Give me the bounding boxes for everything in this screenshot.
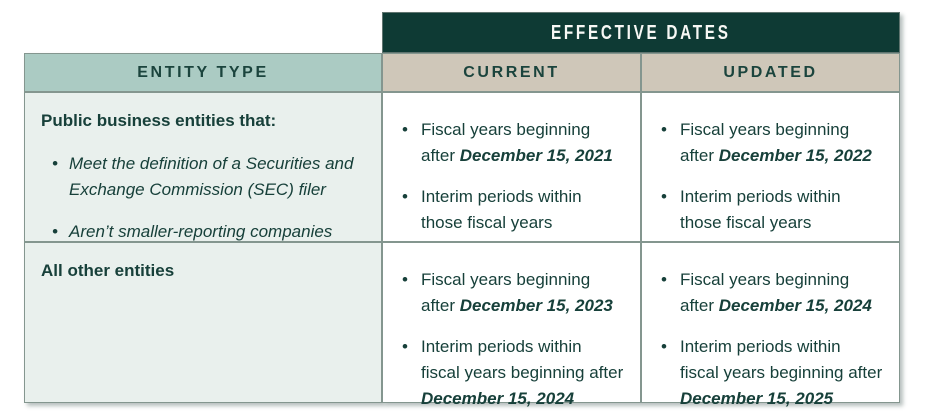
- bullet-item: [660, 184, 883, 236]
- bullet-item: [660, 267, 883, 319]
- current-dates-cell-row2: [382, 242, 641, 408]
- bullet-item: [401, 184, 624, 236]
- updated-label: UPDATED: [723, 63, 818, 81]
- updated-header-cell: [641, 53, 900, 92]
- bullet-text: Fiscal years beginning after: [421, 120, 591, 165]
- bullet-text: Interim periods within those fiscal years: [421, 187, 582, 232]
- effective-date: December 15, 2021: [459, 146, 613, 165]
- bullet-item: • Aren’t smaller-reporting companies: [51, 219, 365, 245]
- entity-bullet-list: [51, 151, 365, 245]
- entity-type-label: ENTITY TYPE: [137, 63, 269, 81]
- current-label: CURRENT: [463, 63, 560, 81]
- entity-cell-row1: [24, 92, 382, 242]
- dates-bullet-list: [401, 117, 624, 236]
- bullet-item: [660, 334, 883, 412]
- effective-date: December 15, 2025: [680, 389, 834, 408]
- effective-date: December 15, 2023: [459, 296, 613, 315]
- effective-date: December 15, 2022: [718, 146, 872, 165]
- dates-bullet-list: [660, 117, 883, 236]
- effective-date: December 15, 2024: [421, 389, 575, 408]
- bullet-text: Interim periods within those fiscal years: [680, 187, 841, 232]
- bullet-item: [401, 267, 624, 319]
- entity-title: All other entities: [41, 261, 175, 280]
- effective-dates-label: EFFECTIVE DATES: [551, 20, 731, 44]
- bullet-item: [401, 334, 624, 412]
- bullet-text: Fiscal years beginning after: [680, 270, 850, 315]
- effective-date: December 15, 2024: [718, 296, 872, 315]
- bullet-item: • Meet the definition of a Securities and Exchange Commission (SEC) filer: [51, 151, 365, 203]
- current-dates-cell-row1: [382, 92, 641, 242]
- updated-dates-cell-row2: [641, 242, 900, 408]
- dates-bullet-list: [660, 267, 883, 412]
- updated-dates-cell-row1: [641, 92, 900, 242]
- bullet-text: Fiscal years beginning after: [421, 270, 591, 315]
- bullet-text: Interim periods within fiscal years beginning after: [680, 337, 883, 382]
- bullet-item: [660, 117, 883, 169]
- bullet-item: [401, 117, 624, 169]
- bullet-text: Fiscal years beginning after: [680, 120, 850, 165]
- entity-title: Public business entities that:: [41, 111, 277, 130]
- bullet-text: Interim periods within fiscal years beginning after: [421, 337, 624, 382]
- current-header-cell: [382, 53, 641, 92]
- dates-bullet-list: [401, 267, 624, 412]
- entity-type-header-cell: [24, 53, 382, 92]
- effective-dates-banner: [382, 12, 900, 53]
- entity-cell-row2: [24, 242, 382, 403]
